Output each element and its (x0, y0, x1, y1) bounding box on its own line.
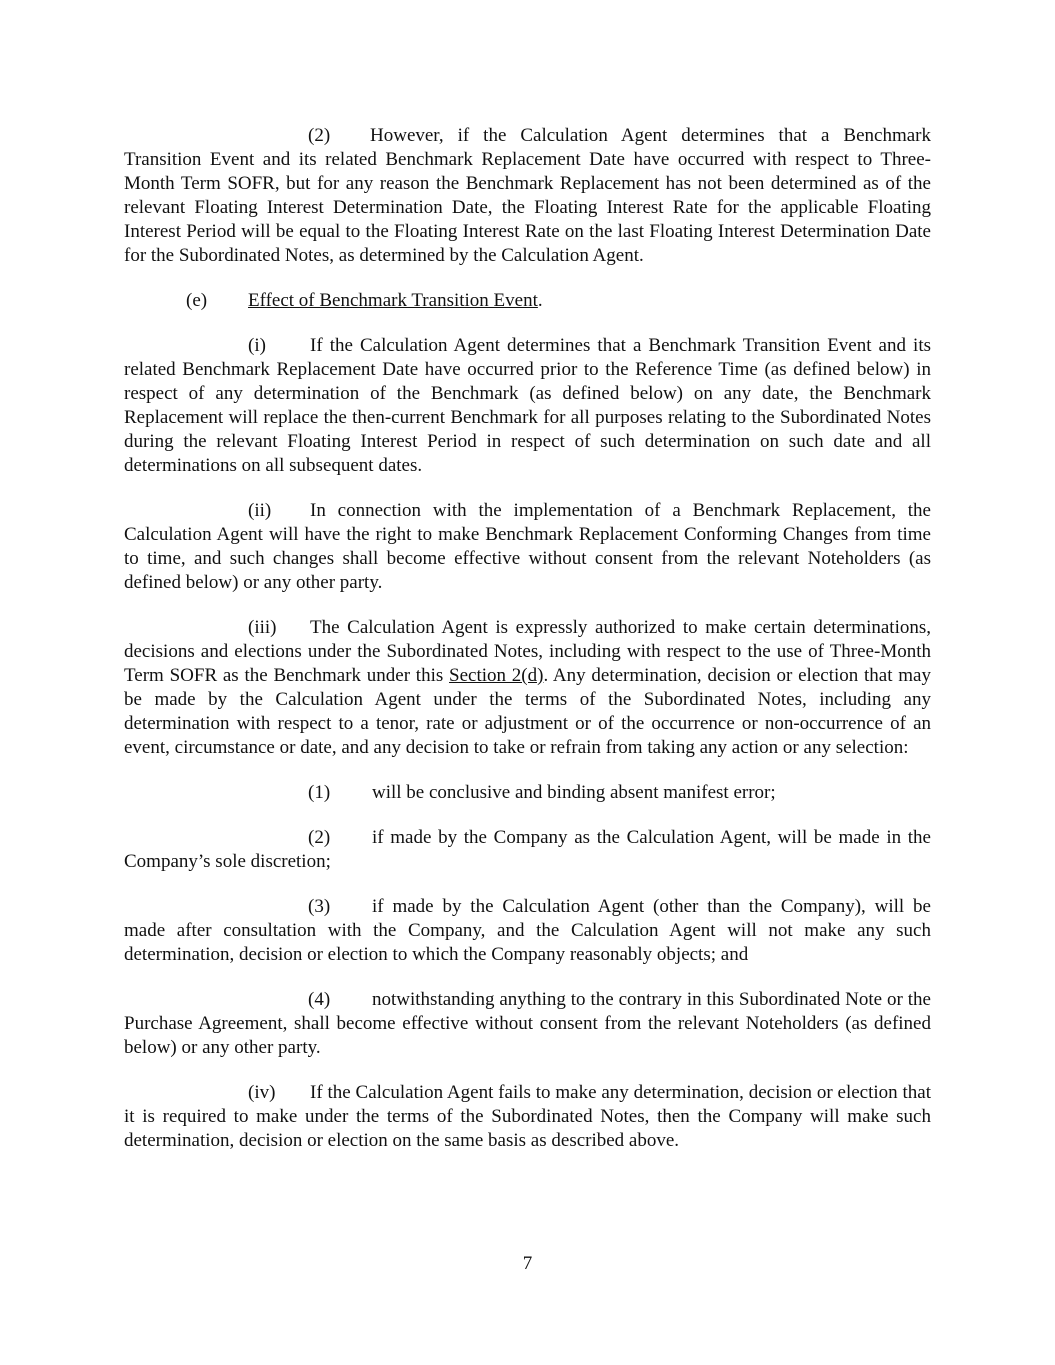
paragraph-iii-2 (124, 826, 931, 874)
paragraph-text: The Calculation Agent is expressly authorized to make certain determinations, decisions and elections under the Subordinated Notes, including with respect to the use of Three-Month Term SOFR as the Benchmark under this (124, 617, 931, 686)
paragraph-number: (1) (308, 782, 331, 803)
paragraph-e-iii (124, 616, 931, 760)
paragraph-number: (2) (308, 125, 331, 146)
paragraph-number: (2) (308, 827, 331, 848)
paragraph-text: In connection with the implementation of a Benchmark Replacement, the Calculation Agent will have the right to make Benchmark Replacement Conforming Changes from time to time, and such changes shall become effective without consent from the relevant Noteholders (as defined below) or any other party. (124, 500, 931, 593)
paragraph-text: . Any determination, decision or election that may be made by the Calculation Agent under the terms of the Subordinated Notes, including any determination with respect to a tenor, rate or adjustment or of the occurrence or non-occurrence of an event, circumstance or date, and any decision to take or refrain from taking any action or any selection: (124, 665, 931, 758)
paragraph-text: if made by the Calculation Agent (other than the Company), will be made after consultation with the Company, and the Calculation Agent will not make any such determination, decision or election to which the Company reasonably objects; and (124, 896, 931, 965)
page-number: 7 (522, 1253, 533, 1274)
heading-title: Effect of Benchmark Transition Event (248, 290, 538, 311)
paragraph-number: (4) (308, 989, 331, 1010)
paragraph-text: will be conclusive and binding absent manifest error; (372, 782, 776, 803)
paragraph-text: However, if the Calculation Agent determines that a Benchmark Transition Event and its related Benchmark Replacement Date have occurred with respect to Three-Month Term SOFR, but for any reason the Benchmark Replacement has not been determined as of the relevant Floating Interest Determination Date, the Floating Interest Rate for the applicable Floating Interest Period will be equal to the Floating Interest Rate on the last Floating Interest Determination Date for the Subordinated Notes, as determined by the Calculation Agent. (124, 125, 931, 266)
paragraph-text: If the Calculation Agent determines that a Benchmark Transition Event and its related Benchmark Replacement Date have occurred prior to the Reference Time (as defined below) in respect of any determination of the Benchmark (as defined below) on any date, the Benchmark Replacement will replace the then-current Benchmark for all purposes relating to the Subordinated Notes during the relevant Floating Interest Period in respect of such determination on such date and all determinations on all subsequent dates. (124, 335, 931, 476)
paragraph-iii-4 (124, 988, 931, 1060)
paragraph-iii-3 (124, 895, 931, 967)
paragraph-text: if made by the Company as the Calculation Agent, will be made in the Company’s sole discretion; (124, 827, 931, 872)
paragraph-text: notwithstanding anything to the contrary in this Subordinated Note or the Purchase Agreement, shall become effective without consent from the relevant Noteholders (as defined below) or any other party. (124, 989, 931, 1058)
heading-tail: . (537, 290, 543, 311)
paragraph-text: If the Calculation Agent fails to make any determination, decision or election that it is required to make under the terms of the Subordinated Notes, then the Company will make such determination, decision or election on the same basis as described above. (124, 1082, 931, 1151)
paragraph-number: (ii) (248, 500, 272, 521)
paragraph-d2 (124, 124, 931, 268)
paragraph-e-ii (124, 499, 931, 595)
heading-number: (e) (186, 290, 208, 311)
paragraph-number: (i) (248, 335, 266, 356)
paragraph-iii-1 (124, 781, 931, 805)
document-page (124, 124, 931, 1174)
paragraph-e-i (124, 334, 931, 478)
paragraph-number: (iii) (248, 617, 277, 638)
section-reference: Section 2(d) (449, 665, 544, 686)
paragraph-number: (iv) (248, 1082, 276, 1103)
paragraph-e-iv (124, 1081, 931, 1153)
section-heading-e (124, 289, 931, 313)
paragraph-number: (3) (308, 896, 331, 917)
